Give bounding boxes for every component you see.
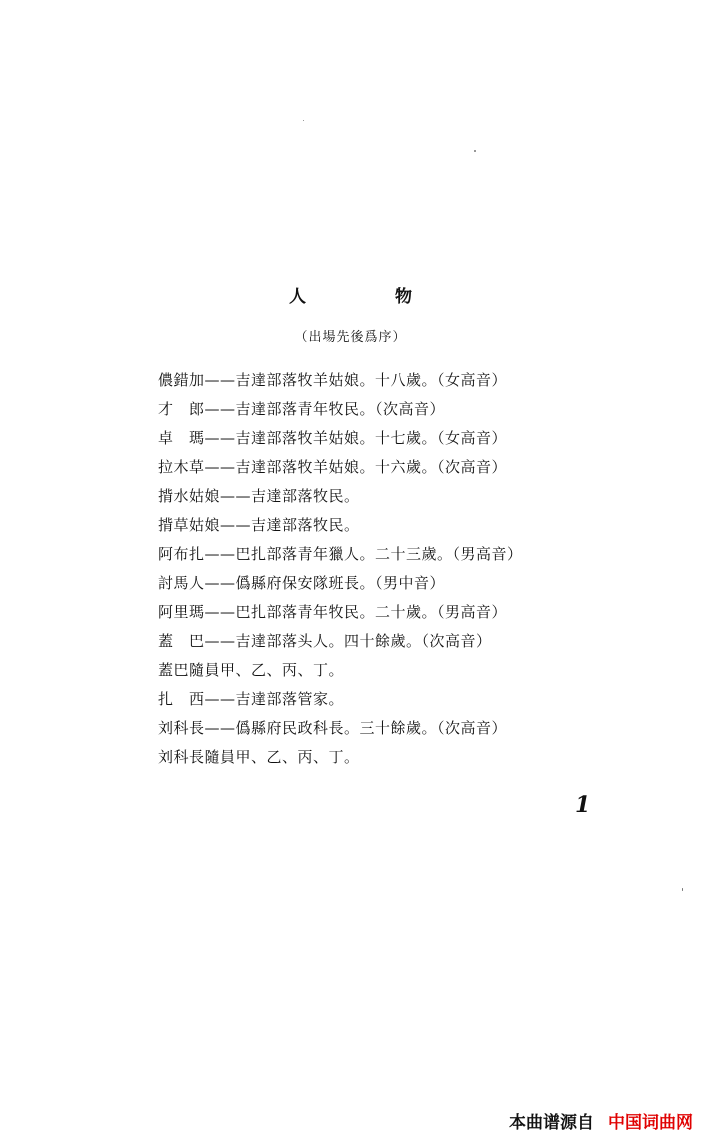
cast-entry (158, 427, 523, 456)
cast-entry-text: 阿布扎——巴扎部落青年獵人。二十三歲。（男高音） (158, 545, 523, 563)
scan-speck (682, 888, 683, 891)
source-label: 本曲谱源自 (509, 1113, 594, 1133)
cast-entry (158, 543, 523, 572)
scan-speck (303, 120, 304, 121)
cast-entry (158, 514, 523, 543)
cast-entry-text: 蓋巴隨員甲、乙、丙、丁。 (158, 661, 345, 679)
cast-entry (158, 485, 523, 514)
cast-entry-text: 揹草姑娘——吉達部落牧民。 (158, 516, 360, 534)
cast-entry-text: 揹水姑娘——吉達部落牧民。 (158, 487, 360, 505)
cast-entry (158, 746, 523, 775)
cast-entry-text: 拉木草——吉達部落牧羊姑娘。十六歲。（次高音） (158, 458, 508, 476)
source-watermark (509, 1108, 693, 1133)
cast-entry (158, 398, 523, 427)
cast-entry (158, 601, 523, 630)
page-number: 1 (575, 792, 591, 818)
cast-entry-text: 才 郎——吉達部落青年牧民。（次高音） (158, 400, 446, 418)
cast-entry-text: 阿里瑪——巴扎部落青年牧民。二十歲。（男高音） (158, 603, 508, 621)
site-name: 中国词曲网 (608, 1113, 693, 1133)
cast-entry-text: 卓 瑪——吉達部落牧羊姑娘。十七歲。（女高音） (158, 429, 508, 447)
cast-entry (158, 572, 523, 601)
cast-entry-text: 討馬人——僞縣府保安隊班長。（男中音） (158, 574, 446, 592)
cast-entry (158, 659, 523, 688)
page-subtitle: （出場先後爲序） (294, 330, 407, 345)
cast-entry-text: 刘科長隨員甲、乙、丙、丁。 (158, 748, 360, 766)
cast-list (158, 369, 523, 775)
cast-entry-text: 刘科長——僞縣府民政科長。三十餘歲。（次高音） (158, 719, 508, 737)
cast-entry (158, 717, 523, 746)
cast-entry (158, 688, 523, 717)
cast-entry-text: 扎 西——吉達部落管家。 (158, 690, 345, 708)
cast-entry-text: 蓋 巴——吉達部落头人。四十餘歲。（次高音） (158, 632, 492, 650)
cast-entry (158, 456, 523, 485)
page-title: 人 物 (289, 287, 448, 307)
cast-entry-text: 儂錯加——吉達部落牧羊姑娘。十八歲。（女高音） (158, 371, 508, 389)
scan-speck (474, 150, 476, 152)
cast-entry (158, 369, 523, 398)
cast-entry (158, 630, 523, 659)
